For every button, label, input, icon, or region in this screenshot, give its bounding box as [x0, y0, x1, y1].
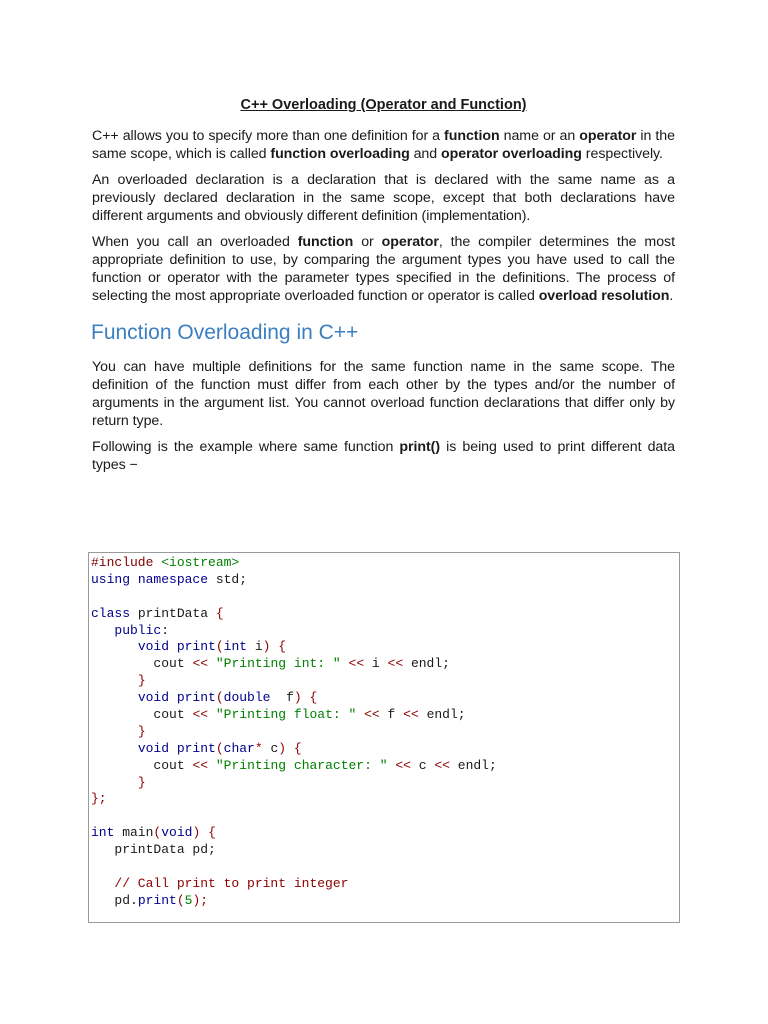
- code-line: };: [91, 791, 107, 807]
- code-line: pd.print(5);: [114, 892, 209, 908]
- statement: printData pd;: [114, 842, 216, 858]
- header-name: <iostream>: [153, 555, 240, 570]
- keyword: void: [137, 639, 170, 655]
- keyword: double: [223, 690, 271, 706]
- number-literal: 5: [184, 892, 193, 908]
- bold-term: function overloading: [270, 146, 410, 162]
- section-paragraph-1: You can have multiple definitions for the same function name in the same scope. The definition of the function must differ from each other by the types and/or the number of arguments in the argument list. You cannot overload function declarations that differ only by return type.: [92, 359, 675, 429]
- function-name: main: [114, 825, 154, 841]
- code-line: void print(char* c) {: [137, 740, 302, 756]
- function-name: print: [169, 690, 216, 706]
- code-line: [91, 555, 497, 572]
- bold-term: function: [297, 234, 354, 250]
- text: or: [353, 234, 382, 250]
- page-title: C++ Overloading (Operator and Function): [240, 97, 527, 113]
- keyword: char: [223, 740, 255, 756]
- section-paragraph-2: [92, 438, 675, 474]
- code-line: [91, 842, 497, 859]
- code-line: }: [137, 723, 146, 739]
- section-heading: Function Overloading in C++: [91, 321, 359, 344]
- bold-term: operator: [381, 234, 439, 250]
- intro-paragraph-2: An overloaded declaration is a declaration that is declared with the same name as a previously declared declaration in the same scope, except that both declarations have different arguments and obviously different definition (implementation).: [92, 172, 675, 224]
- string-literal: "Printing float: ": [215, 707, 357, 723]
- text: Following is the example where same function: [92, 439, 400, 455]
- code-line: [91, 572, 497, 589]
- code-line: }: [137, 774, 146, 790]
- text: name or an: [499, 128, 580, 144]
- text: C++ allows you to specify more than one definition for a: [92, 128, 445, 144]
- code-line: cout << "Printing character: " << c << endl;: [153, 757, 497, 773]
- keyword: namespace: [130, 571, 209, 587]
- identifier: endl;: [410, 656, 450, 672]
- intro-paragraph-1: [92, 127, 675, 163]
- function-name: print: [169, 740, 216, 756]
- keyword: using: [91, 571, 131, 587]
- string-literal: "Printing int: ": [215, 656, 341, 672]
- text: and: [409, 146, 441, 162]
- bold-term: operator overloading: [441, 146, 582, 162]
- code-line: [91, 876, 497, 893]
- identifier: pd: [114, 892, 131, 908]
- string-literal: "Printing character: ": [215, 757, 388, 773]
- code-line: class printData {: [91, 605, 224, 621]
- code-line: int main(void) {: [91, 825, 216, 841]
- identifier: endl;: [457, 757, 497, 773]
- identifier: cout: [153, 707, 185, 723]
- function-name: print: [169, 639, 216, 655]
- text: in the same scope, which is called: [92, 128, 675, 162]
- identifier: std;: [208, 571, 248, 587]
- text: .: [669, 288, 674, 304]
- function-name: print: [137, 892, 177, 908]
- code-line: public:: [114, 622, 170, 638]
- code-listing: [91, 555, 497, 910]
- keyword: void: [161, 825, 193, 841]
- code-line: void print(double f) {: [137, 690, 318, 706]
- code-line: [91, 859, 497, 876]
- identifier: cout: [153, 656, 185, 672]
- preprocessor: #include: [91, 555, 154, 570]
- keyword: int: [91, 825, 115, 841]
- bold-term: print(): [399, 439, 441, 455]
- code-line: cout << "Printing int: " << i << endl;: [153, 656, 450, 672]
- identifier: printData: [130, 605, 216, 621]
- identifier: endl;: [426, 707, 466, 723]
- text: , the compiler determines the most appropriate definition to use, by comparing the argument types you have used to call the function or operator with the parameter types specified in the definitions. The process of selecting the most appropriate overloaded function or operator is called: [92, 234, 675, 304]
- text: respectively.: [581, 146, 663, 162]
- code-line: }: [137, 673, 146, 689]
- intro-paragraph-3: [92, 233, 675, 305]
- keyword: class: [91, 605, 131, 621]
- code-line: [91, 589, 497, 606]
- bold-term: operator: [579, 128, 637, 144]
- keyword: public: [114, 622, 162, 638]
- code-line: void print(int i) {: [137, 639, 287, 655]
- code-line: [91, 808, 497, 825]
- bold-term: overload resolution: [538, 288, 670, 304]
- keyword: void: [137, 690, 170, 706]
- code-line: cout << "Printing float: " << f << endl;: [153, 707, 466, 723]
- text: When you call an overloaded: [92, 234, 298, 250]
- document-page: [92, 96, 675, 482]
- bold-term: function: [444, 128, 500, 144]
- keyword: void: [137, 740, 170, 756]
- keyword: int: [223, 639, 248, 655]
- code-comment: // Call print to print integer: [114, 875, 349, 891]
- identifier: cout: [153, 757, 185, 773]
- text: is being used to print different data types −: [92, 439, 675, 473]
- code-block: [88, 552, 680, 923]
